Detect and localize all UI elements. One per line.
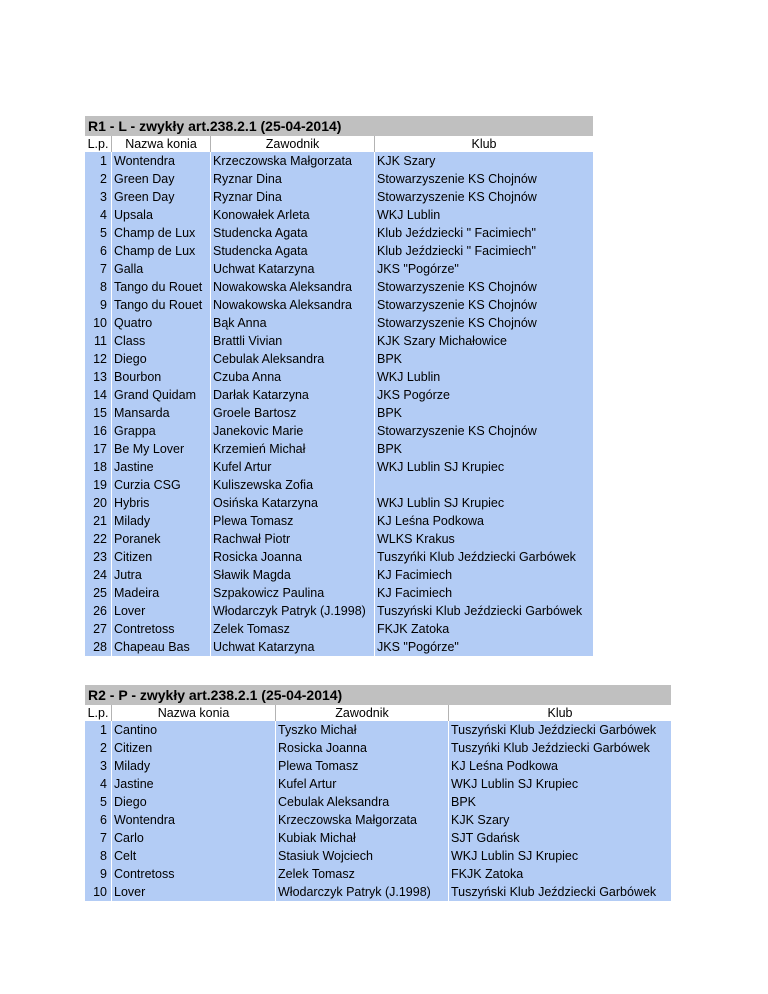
cell-horse-name: Grappa — [112, 422, 211, 440]
cell-horse-name: Grand Quidam — [112, 386, 211, 404]
table-header-row — [85, 136, 593, 152]
cell-lp: 26 — [85, 602, 112, 620]
cell-horse-name: Wontendra — [112, 811, 276, 829]
cell-lp: 27 — [85, 620, 112, 638]
cell-rider: Krzeczowska Małgorzata — [211, 152, 375, 170]
column-header-horse: Nazwa konia — [112, 136, 211, 152]
table-row — [85, 739, 671, 757]
cell-club — [375, 476, 593, 494]
cell-rider: Włodarczyk Patryk (J.1998) — [211, 602, 375, 620]
cell-rider: Ryznar Dina — [211, 170, 375, 188]
cell-lp: 19 — [85, 476, 112, 494]
cell-horse-name: Poranek — [112, 530, 211, 548]
cell-lp: 7 — [85, 260, 112, 278]
results-table — [85, 705, 671, 901]
table-header-row — [85, 705, 671, 721]
table-row — [85, 332, 593, 350]
table-row — [85, 566, 593, 584]
table-row — [85, 829, 671, 847]
cell-horse-name: Tango du Rouet — [112, 278, 211, 296]
cell-horse-name: Green Day — [112, 188, 211, 206]
cell-lp: 15 — [85, 404, 112, 422]
cell-lp: 1 — [85, 152, 112, 170]
cell-rider: Osińska Katarzyna — [211, 494, 375, 512]
table-row — [85, 170, 593, 188]
cell-rider: Włodarczyk Patryk (J.1998) — [276, 883, 449, 901]
cell-horse-name: Class — [112, 332, 211, 350]
cell-club: KJ Leśna Podkowa — [449, 757, 671, 775]
cell-club: Klub Jeździecki " Facimiech" — [375, 242, 593, 260]
table-row — [85, 260, 593, 278]
cell-club: Stowarzyszenie KS Chojnów — [375, 188, 593, 206]
cell-horse-name: Jastine — [112, 775, 276, 793]
cell-horse-name: Champ de Lux — [112, 242, 211, 260]
cell-horse-name: Galla — [112, 260, 211, 278]
cell-horse-name: Quatro — [112, 314, 211, 332]
table-row — [85, 530, 593, 548]
results-table — [85, 136, 593, 656]
cell-club: WKJ Lublin — [375, 206, 593, 224]
cell-club: BPK — [449, 793, 671, 811]
cell-club: WKJ Lublin SJ Krupiec — [449, 775, 671, 793]
cell-rider: Kufel Artur — [211, 458, 375, 476]
cell-rider: Cebulak Aleksandra — [211, 350, 375, 368]
table-row — [85, 314, 593, 332]
cell-horse-name: Milady — [112, 512, 211, 530]
section-title: R1 - L - zwykły art.238.2.1 (25-04-2014) — [85, 116, 593, 136]
cell-rider: Rosicka Joanna — [276, 739, 449, 757]
table-row — [85, 368, 593, 386]
cell-lp: 2 — [85, 170, 112, 188]
cell-horse-name: Carlo — [112, 829, 276, 847]
table-row — [85, 793, 671, 811]
table-row — [85, 847, 671, 865]
cell-rider: Studencka Agata — [211, 242, 375, 260]
cell-rider: Plewa Tomasz — [211, 512, 375, 530]
column-header-lp: L.p. — [85, 705, 112, 721]
cell-rider: Zelek Tomasz — [276, 865, 449, 883]
cell-horse-name: Upsala — [112, 206, 211, 224]
cell-rider: Stasiuk Wojciech — [276, 847, 449, 865]
cell-rider: Rachwał Piotr — [211, 530, 375, 548]
column-header-lp: L.p. — [85, 136, 112, 152]
cell-rider: Zelek Tomasz — [211, 620, 375, 638]
table-row — [85, 440, 593, 458]
table-row — [85, 620, 593, 638]
cell-horse-name: Hybris — [112, 494, 211, 512]
cell-rider: Krzemień Michał — [211, 440, 375, 458]
table-row — [85, 602, 593, 620]
cell-lp: 25 — [85, 584, 112, 602]
section-title: R2 - P - zwykły art.238.2.1 (25-04-2014) — [85, 685, 671, 705]
cell-rider: Nowakowska Aleksandra — [211, 278, 375, 296]
table-row — [85, 584, 593, 602]
table-row — [85, 721, 671, 739]
column-header-horse: Nazwa konia — [112, 705, 276, 721]
cell-lp: 10 — [85, 883, 112, 901]
table-row — [85, 188, 593, 206]
cell-club: Stowarzyszenie KS Chojnów — [375, 170, 593, 188]
cell-lp: 3 — [85, 757, 112, 775]
table-row — [85, 548, 593, 566]
cell-club: FKJK Zatoka — [375, 620, 593, 638]
cell-lp: 8 — [85, 278, 112, 296]
cell-horse-name: Lover — [112, 883, 276, 901]
cell-lp: 16 — [85, 422, 112, 440]
cell-club: WKJ Lublin — [375, 368, 593, 386]
table-row — [85, 757, 671, 775]
table-row — [85, 152, 593, 170]
cell-rider: Sławik Magda — [211, 566, 375, 584]
cell-horse-name: Celt — [112, 847, 276, 865]
table-row — [85, 476, 593, 494]
column-header-rider: Zawodnik — [211, 136, 375, 152]
table-row — [85, 775, 671, 793]
cell-lp: 21 — [85, 512, 112, 530]
cell-horse-name: Diego — [112, 793, 276, 811]
table-row — [85, 350, 593, 368]
cell-lp: 9 — [85, 865, 112, 883]
cell-rider: Tyszko Michał — [276, 721, 449, 739]
cell-horse-name: Tango du Rouet — [112, 296, 211, 314]
cell-club: Stowarzyszenie KS Chojnów — [375, 278, 593, 296]
cell-lp: 13 — [85, 368, 112, 386]
cell-club: KJK Szary — [375, 152, 593, 170]
cell-horse-name: Diego — [112, 350, 211, 368]
column-header-rider: Zawodnik — [276, 705, 449, 721]
cell-club: BPK — [375, 350, 593, 368]
results-section-r1 — [85, 116, 593, 656]
results-section-r2 — [85, 685, 671, 901]
cell-club: JKS "Pogórze" — [375, 638, 593, 656]
cell-club: Tuszyński Klub Jeździecki Garbówek — [449, 883, 671, 901]
cell-rider: Plewa Tomasz — [276, 757, 449, 775]
table-row — [85, 386, 593, 404]
table-row — [85, 422, 593, 440]
cell-rider: Uchwat Katarzyna — [211, 260, 375, 278]
cell-lp: 10 — [85, 314, 112, 332]
cell-lp: 4 — [85, 775, 112, 793]
table-row — [85, 494, 593, 512]
column-header-club: Klub — [375, 136, 593, 152]
table-row — [85, 865, 671, 883]
cell-club: Tuszyński Klub Jeździecki Garbówek — [375, 602, 593, 620]
cell-rider: Krzeczowska Małgorzata — [276, 811, 449, 829]
cell-lp: 12 — [85, 350, 112, 368]
cell-horse-name: Champ de Lux — [112, 224, 211, 242]
cell-rider: Ryznar Dina — [211, 188, 375, 206]
cell-horse-name: Contretoss — [112, 865, 276, 883]
cell-club: KJ Leśna Podkowa — [375, 512, 593, 530]
table-row — [85, 638, 593, 656]
cell-club: SJT Gdańsk — [449, 829, 671, 847]
cell-lp: 28 — [85, 638, 112, 656]
table-row — [85, 224, 593, 242]
cell-rider: Darłak Katarzyna — [211, 386, 375, 404]
cell-lp: 6 — [85, 811, 112, 829]
cell-horse-name: Cantino — [112, 721, 276, 739]
cell-club: FKJK Zatoka — [449, 865, 671, 883]
cell-lp: 24 — [85, 566, 112, 584]
cell-lp: 6 — [85, 242, 112, 260]
cell-rider: Brattli Vivian — [211, 332, 375, 350]
cell-club: Stowarzyszenie KS Chojnów — [375, 314, 593, 332]
cell-horse-name: Jutra — [112, 566, 211, 584]
cell-lp: 5 — [85, 793, 112, 811]
cell-club: Tuszyńki Klub Jeździecki Garbówek — [375, 548, 593, 566]
cell-club: WKJ Lublin SJ Krupiec — [449, 847, 671, 865]
cell-club: KJK Szary Michałowice — [375, 332, 593, 350]
cell-rider: Groele Bartosz — [211, 404, 375, 422]
cell-lp: 20 — [85, 494, 112, 512]
cell-lp: 11 — [85, 332, 112, 350]
cell-club: Tuszyński Klub Jeździecki Garbówek — [449, 721, 671, 739]
cell-club: Stowarzyszenie KS Chojnów — [375, 422, 593, 440]
cell-lp: 17 — [85, 440, 112, 458]
table-row — [85, 512, 593, 530]
cell-rider: Szpakowicz Paulina — [211, 584, 375, 602]
cell-horse-name: Contretoss — [112, 620, 211, 638]
cell-horse-name: Madeira — [112, 584, 211, 602]
cell-club: WLKS Krakus — [375, 530, 593, 548]
cell-club: KJK Szary — [449, 811, 671, 829]
cell-lp: 23 — [85, 548, 112, 566]
cell-horse-name: Green Day — [112, 170, 211, 188]
cell-lp: 3 — [85, 188, 112, 206]
cell-lp: 9 — [85, 296, 112, 314]
cell-club: WKJ Lublin SJ Krupiec — [375, 458, 593, 476]
cell-club: Klub Jeździecki " Facimiech" — [375, 224, 593, 242]
cell-rider: Konowałek Arleta — [211, 206, 375, 224]
cell-horse-name: Jastine — [112, 458, 211, 476]
cell-horse-name: Mansarda — [112, 404, 211, 422]
cell-rider: Janekovic Marie — [211, 422, 375, 440]
cell-rider: Studencka Agata — [211, 224, 375, 242]
cell-horse-name: Citizen — [112, 739, 276, 757]
cell-lp: 8 — [85, 847, 112, 865]
cell-lp: 2 — [85, 739, 112, 757]
column-header-club: Klub — [449, 705, 671, 721]
table-row — [85, 278, 593, 296]
cell-rider: Kufel Artur — [276, 775, 449, 793]
table-row — [85, 242, 593, 260]
cell-rider: Rosicka Joanna — [211, 548, 375, 566]
table-row — [85, 458, 593, 476]
table-row — [85, 206, 593, 224]
cell-rider: Czuba Anna — [211, 368, 375, 386]
cell-lp: 1 — [85, 721, 112, 739]
cell-rider: Kuliszewska Zofia — [211, 476, 375, 494]
cell-club: Tuszyńki Klub Jeździecki Garbówek — [449, 739, 671, 757]
cell-lp: 7 — [85, 829, 112, 847]
cell-lp: 4 — [85, 206, 112, 224]
cell-lp: 14 — [85, 386, 112, 404]
cell-horse-name: Be My Lover — [112, 440, 211, 458]
cell-rider: Cebulak Aleksandra — [276, 793, 449, 811]
cell-lp: 5 — [85, 224, 112, 242]
cell-rider: Uchwat Katarzyna — [211, 638, 375, 656]
cell-horse-name: Wontendra — [112, 152, 211, 170]
cell-club: JKS Pogórze — [375, 386, 593, 404]
cell-lp: 18 — [85, 458, 112, 476]
cell-club: JKS "Pogórze" — [375, 260, 593, 278]
cell-horse-name: Chapeau Bas — [112, 638, 211, 656]
cell-horse-name: Curzia CSG — [112, 476, 211, 494]
cell-club: WKJ Lublin SJ Krupiec — [375, 494, 593, 512]
cell-horse-name: Milady — [112, 757, 276, 775]
table-row — [85, 811, 671, 829]
cell-rider: Bąk Anna — [211, 314, 375, 332]
cell-horse-name: Citizen — [112, 548, 211, 566]
cell-club: BPK — [375, 440, 593, 458]
table-row — [85, 883, 671, 901]
table-row — [85, 404, 593, 422]
cell-club: KJ Facimiech — [375, 584, 593, 602]
table-row — [85, 296, 593, 314]
cell-horse-name: Bourbon — [112, 368, 211, 386]
cell-horse-name: Lover — [112, 602, 211, 620]
cell-rider: Nowakowska Aleksandra — [211, 296, 375, 314]
cell-club: KJ Facimiech — [375, 566, 593, 584]
cell-club: BPK — [375, 404, 593, 422]
cell-rider: Kubiak Michał — [276, 829, 449, 847]
cell-lp: 22 — [85, 530, 112, 548]
cell-club: Stowarzyszenie KS Chojnów — [375, 296, 593, 314]
